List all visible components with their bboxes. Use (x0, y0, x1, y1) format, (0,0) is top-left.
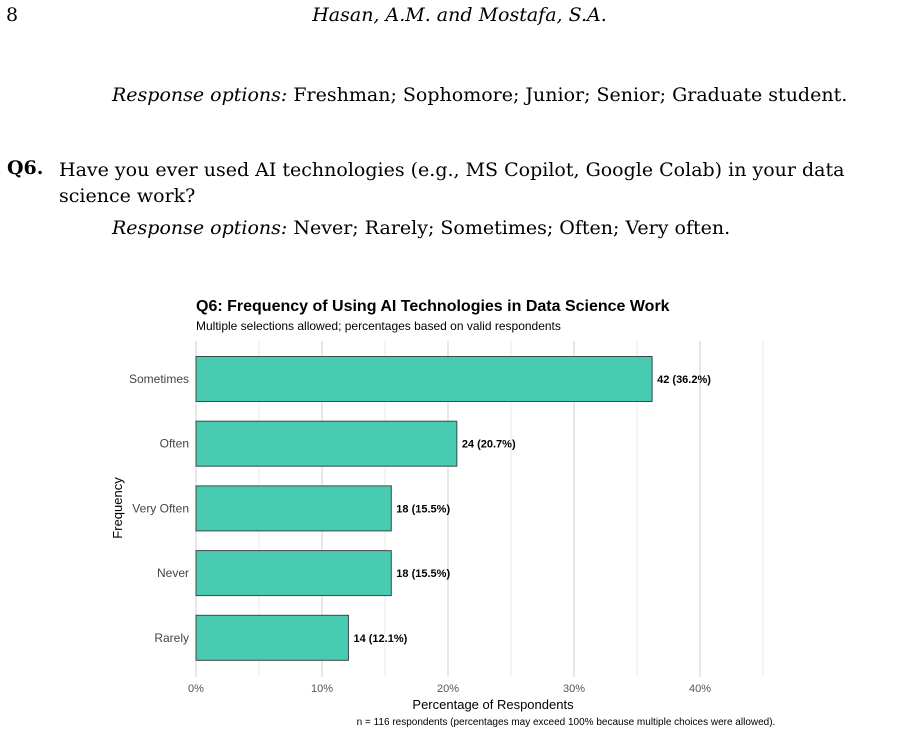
chart-subtitle: Multiple selections allowed; percentages based on valid respondents (196, 319, 561, 333)
x-axis-label: Percentage of Respondents (412, 697, 574, 712)
x-tick-label: 40% (688, 683, 712, 695)
bar (196, 357, 652, 402)
bar (196, 486, 391, 531)
data-label: 24 (20.7%) (461, 438, 516, 451)
x-tick-label: 0% (188, 683, 204, 695)
data-label: 42 (36.2%) (657, 374, 711, 386)
chart-x-tick-labels (188, 683, 711, 695)
q5-options-label: Response options: (112, 84, 288, 106)
bar (196, 421, 457, 466)
chart-caption: n = 116 respondents (percentages may exceed 100% because multiple choices were allowed). (356, 717, 776, 728)
category-label: Never (156, 566, 189, 581)
data-label: 18 (15.5%) (396, 568, 451, 581)
bar (196, 551, 391, 596)
x-tick-label: 10% (310, 683, 334, 695)
category-label: Rarely (154, 630, 189, 645)
category-label: Often (159, 436, 189, 451)
chart-data-labels (353, 374, 711, 645)
q5-options-text: Freshman; Sophomore; Junior; Senior; Graduate student. (293, 84, 848, 106)
running-head: Hasan, A.M. and Mostafa, S.A. (312, 4, 607, 26)
q6-number: Q6. (7, 157, 44, 179)
chart-category-labels (129, 372, 189, 645)
q6-options-text: Never; Rarely; Sometimes; Often; Very often. (293, 217, 731, 239)
category-label: Sometimes (128, 372, 189, 386)
y-axis-label: Frequency (110, 477, 125, 539)
category-label: Very Often (132, 501, 189, 516)
data-label: 14 (12.1%) (353, 632, 408, 645)
bar (196, 615, 348, 660)
chart-title: Q6: Frequency of Using AI Technologies in Data Science Work (196, 298, 670, 315)
q6-question-text: Have you ever used AI technologies (e.g., MS Copilot, Google Colab) in your data science work? (59, 159, 845, 207)
data-label: 18 (15.5%) (396, 503, 451, 516)
x-tick-label: 30% (562, 683, 586, 695)
x-tick-label: 20% (436, 683, 460, 695)
q6-options-label: Response options: (112, 217, 288, 239)
page-number: 8 (6, 4, 19, 26)
